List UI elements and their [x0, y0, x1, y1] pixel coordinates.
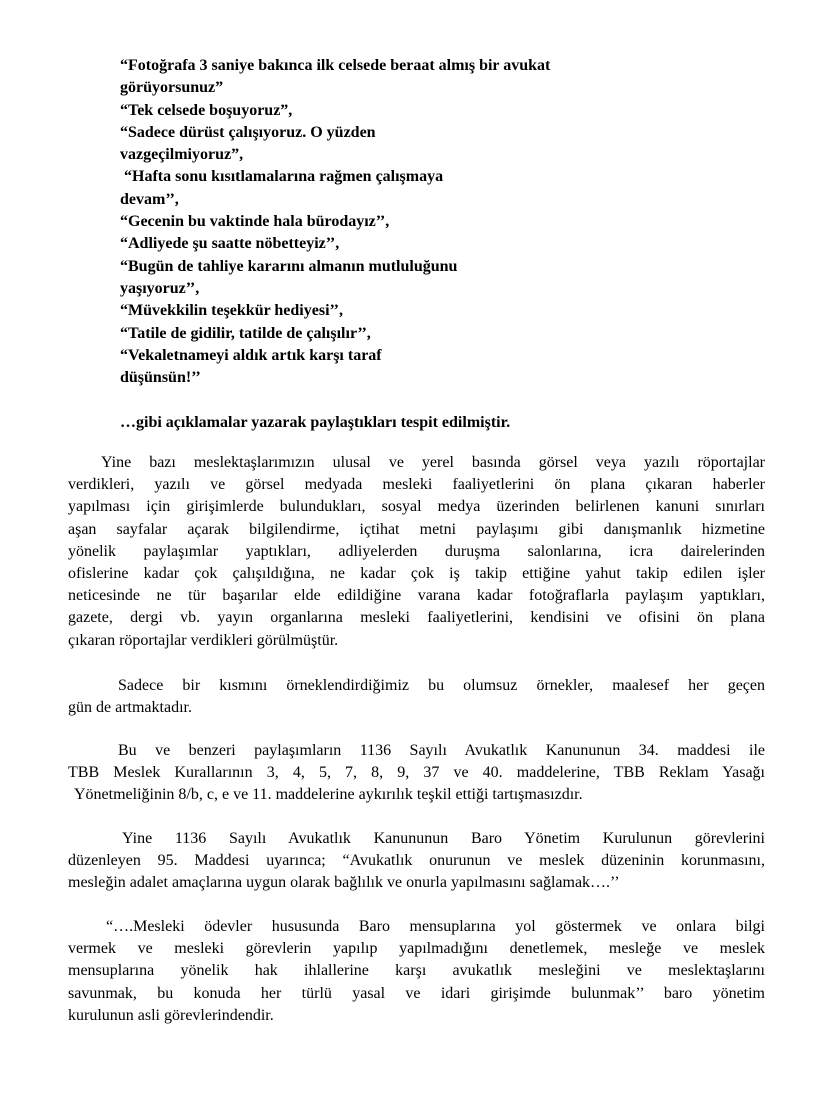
- quote-line: “Vekaletnameyi aldık artık karşı taraf: [120, 346, 382, 364]
- text-line: Yönetmeliğinin 8/b, c, e ve 11. maddelerine aykırılık teşkil ettiği tartışmasızdır.: [74, 786, 583, 804]
- text-line: ofislerine kadar çok çalışıldığına, ne kadar çok iş takip ettiğine yahut takip edilen işler: [68, 565, 765, 583]
- text-line: yapılması için girişimlerde bulundukları, sosyal medya üzerinden belirlenen kanuni sınırları: [68, 498, 765, 516]
- text-line: gazete, dergi vb. yayın organlarına mesleki faaliyetlerini, kendisini ve ofisini ön plana: [68, 609, 765, 627]
- text-line: mesleğin adalet amaçlarına uygun olarak bağlılık ve onurla yapılmasını sağlamak….’’: [68, 874, 620, 892]
- quote-line: devam’’,: [120, 190, 179, 208]
- text-line: TBB Meslek Kurallarının 3, 4, 5, 7, 8, 9, 37 ve 40. maddelerine, TBB Reklam Yasağı: [68, 764, 765, 782]
- text-line: mensuplarına yönelik hak ihlallerine karşı avukatlık mesleğini ve meslektaşlarını: [68, 962, 765, 980]
- text-line: savunmak, bu konuda her türlü yasal ve idari girişimde bulunmak’’ baro yönetim: [68, 984, 765, 1002]
- quote-line: “Fotoğrafa 3 saniye bakınca ilk celsede beraat almış bir avukat: [120, 57, 551, 74]
- quote-line: yaşıyoruz’’,: [120, 279, 200, 297]
- text-line: düzenleyen 95. Maddesi uyarınca; “Avukatlık onurunun ve meslek düzeninin korunmasını,: [68, 852, 765, 870]
- quote-line: “Hafta sonu kısıtlamalarına rağmen çalışmaya: [124, 168, 444, 186]
- quote-line: “Gecenin bu vaktinde hala bürodayız’’,: [120, 213, 390, 231]
- text-line: “….Mesleki ödevler hususunda Baro mensuplarına yol göstermek ve onlara bilgi: [106, 918, 765, 935]
- text-line: çıkaran röportajlar verdikleri görülmüştür.: [68, 631, 339, 649]
- text-line: Sadece bir kısmını örneklendirdiğimiz bu olumsuz örnekler, maalesef her geçen: [118, 677, 765, 694]
- text-line: Bu ve benzeri paylaşımların 1136 Sayılı Avukatlık Kanununun 34. maddesi ile: [118, 742, 765, 759]
- quote-line: “Bugün de tahliye kararını almanın mutluluğunu: [120, 257, 458, 275]
- quote-line: “Tatile de gidilir, tatilde de çalışılır’’,: [120, 324, 371, 342]
- quote-line: düşünsün!’’: [120, 369, 201, 387]
- text-line: Yine 1136 Sayılı Avukatlık Kanununun Baro Yönetim Kurulunun görevlerini: [122, 830, 765, 847]
- text-line: gün de artmaktadır.: [68, 699, 192, 717]
- text-line: aşan sayfalar açarak bilgilendirme, içtihat metni paylaşımı gibi danışmanlık hizmetine: [68, 520, 765, 538]
- paragraph-press-interviews: [68, 452, 765, 652]
- text-line: kurulunun asli görevlerindendir.: [68, 1006, 274, 1024]
- text-line: vermek ve mesleki görevlerin yapılıp yapılmadığını denetlemek, mesleğe ve meslek: [68, 940, 765, 958]
- quote-line: görüyorsunuz”: [120, 79, 224, 97]
- quote-line: “Müvekkilin teşekkür hediyesi’’,: [120, 302, 343, 320]
- quote-line: “Sadece dürüst çalışıyoruz. O yüzden: [120, 123, 376, 141]
- paragraph-duties-quote: [68, 916, 765, 1027]
- text-line: neticesinde ne tür başarılar elde edildiğine varana kadar fotoğraflarla paylaşım yaptıkları,: [68, 587, 765, 605]
- text-line: Yine bazı meslektaşlarımızın ulusal ve yerel basında görsel veya yazılı röportajlar: [101, 454, 765, 471]
- summary-statement: …gibi açıklamalar yazarak paylaştıkları tespit edilmiştir.: [120, 414, 511, 431]
- paragraph-negative-examples: [68, 675, 765, 719]
- quoted-statements: [120, 55, 680, 389]
- text-line: verdikleri, yazılı ve görsel medyada mesleki faaliyetlerini ön plana çıkaran haberler: [68, 476, 765, 494]
- text-line: yönelik paylaşımlar yaptıkları, adliyelerden duruşma salonlarına, icra dairelerinden: [68, 542, 765, 560]
- quote-line: vazgeçilmiyoruz”,: [120, 146, 244, 164]
- quote-line: “Adliyede şu saatte nöbetteyiz’’,: [120, 235, 340, 253]
- paragraph-bar-board-duties: [68, 828, 765, 895]
- paragraph-legal-violation: [68, 740, 765, 807]
- quote-line: “Tek celsede boşuyoruz”,: [120, 101, 293, 119]
